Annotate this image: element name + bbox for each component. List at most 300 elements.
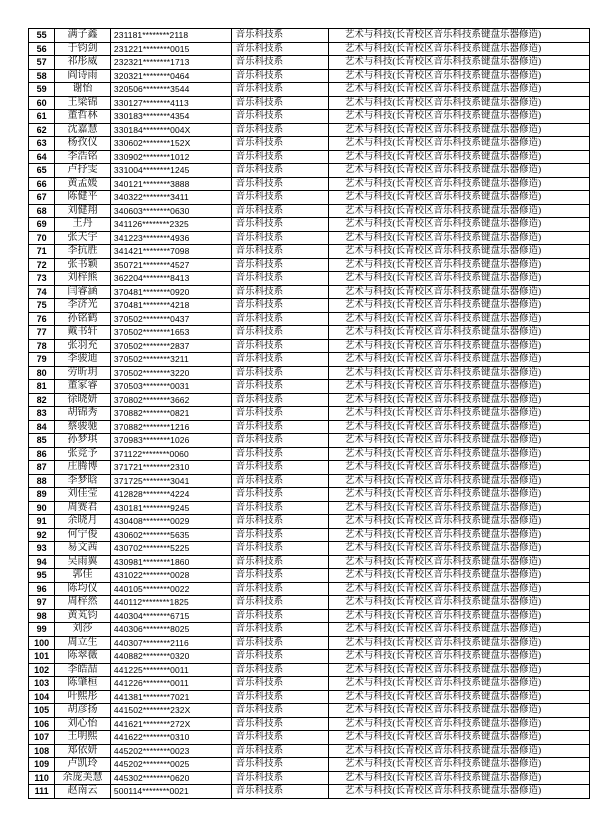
department-cell: 音乐科技系: [231, 29, 328, 43]
id-number-cell: 441225********0011: [110, 663, 231, 677]
row-number-cell: 96: [29, 582, 55, 596]
department-cell: 音乐科技系: [231, 582, 328, 596]
major-cell: 艺术与科技(长青校区音乐科技系键盘乐器修造): [328, 731, 589, 745]
row-number-cell: 102: [29, 663, 55, 677]
id-number-cell: 370882********0821: [110, 407, 231, 421]
row-number-cell: 106: [29, 717, 55, 731]
row-number-cell: 94: [29, 555, 55, 569]
student-name-cell: 黄孟媛: [55, 177, 111, 191]
department-cell: 音乐科技系: [231, 380, 328, 394]
student-name-cell: 陈均仪: [55, 582, 111, 596]
id-number-cell: 441226********0011: [110, 677, 231, 691]
student-name-cell: 余庞美慧: [55, 771, 111, 785]
major-cell: 艺术与科技(长青校区音乐科技系键盘乐器修造): [328, 231, 589, 245]
id-number-cell: 330602********152X: [110, 137, 231, 151]
student-name-cell: 张天宇: [55, 231, 111, 245]
row-number-cell: 66: [29, 177, 55, 191]
major-cell: 艺术与科技(长青校区音乐科技系键盘乐器修造): [328, 110, 589, 124]
table-row: [29, 96, 590, 110]
id-number-cell: 441622********0310: [110, 731, 231, 745]
major-cell: 艺术与科技(长青校区音乐科技系键盘乐器修造): [328, 555, 589, 569]
major-cell: 艺术与科技(长青校区音乐科技系键盘乐器修造): [328, 623, 589, 637]
row-number-cell: 80: [29, 366, 55, 380]
row-number-cell: 111: [29, 785, 55, 799]
table-row: [29, 285, 590, 299]
department-cell: 音乐科技系: [231, 555, 328, 569]
row-number-cell: 107: [29, 731, 55, 745]
id-number-cell: 441502********232X: [110, 704, 231, 718]
major-cell: 艺术与科技(长青校区音乐科技系键盘乐器修造): [328, 515, 589, 529]
department-cell: 音乐科技系: [231, 191, 328, 205]
row-number-cell: 84: [29, 420, 55, 434]
id-number-cell: 441381********7021: [110, 690, 231, 704]
row-number-cell: 63: [29, 137, 55, 151]
row-number-cell: 101: [29, 650, 55, 664]
id-number-cell: 362204********8413: [110, 272, 231, 286]
department-cell: 音乐科技系: [231, 785, 328, 799]
major-cell: 艺术与科技(长青校区音乐科技系键盘乐器修造): [328, 393, 589, 407]
id-number-cell: 430702********5225: [110, 542, 231, 556]
major-cell: 艺术与科技(长青校区音乐科技系键盘乐器修造): [328, 83, 589, 97]
row-number-cell: 56: [29, 42, 55, 56]
department-cell: 音乐科技系: [231, 569, 328, 583]
department-cell: 音乐科技系: [231, 326, 328, 340]
table-row: [29, 636, 590, 650]
department-cell: 音乐科技系: [231, 164, 328, 178]
department-cell: 音乐科技系: [231, 717, 328, 731]
id-number-cell: 370802********3662: [110, 393, 231, 407]
id-number-cell: 370502********3220: [110, 366, 231, 380]
table-row: [29, 83, 590, 97]
table-row: [29, 515, 590, 529]
table-row: [29, 218, 590, 232]
row-number-cell: 92: [29, 528, 55, 542]
student-list-body: [29, 29, 590, 799]
id-number-cell: 440105********0022: [110, 582, 231, 596]
row-number-cell: 71: [29, 245, 55, 259]
table-row: [29, 785, 590, 799]
student-name-cell: 刘佳莹: [55, 488, 111, 502]
table-row: [29, 542, 590, 556]
row-number-cell: 104: [29, 690, 55, 704]
major-cell: 艺术与科技(长青校区音乐科技系键盘乐器修造): [328, 69, 589, 83]
table-row: [29, 353, 590, 367]
student-name-cell: 李浩铭: [55, 150, 111, 164]
id-number-cell: 500114********0021: [110, 785, 231, 799]
table-row: [29, 69, 590, 83]
student-name-cell: 李骏迪: [55, 353, 111, 367]
table-row: [29, 204, 590, 218]
row-number-cell: 98: [29, 609, 55, 623]
table-row: [29, 474, 590, 488]
row-number-cell: 78: [29, 339, 55, 353]
table-row: [29, 177, 590, 191]
table-row: [29, 407, 590, 421]
department-cell: 音乐科技系: [231, 447, 328, 461]
department-cell: 音乐科技系: [231, 285, 328, 299]
major-cell: 艺术与科技(长青校区音乐科技系键盘乐器修造): [328, 420, 589, 434]
id-number-cell: 320321********0464: [110, 69, 231, 83]
table-row: [29, 461, 590, 475]
row-number-cell: 90: [29, 501, 55, 515]
student-name-cell: 易文茜: [55, 542, 111, 556]
table-row: [29, 164, 590, 178]
department-cell: 音乐科技系: [231, 42, 328, 56]
row-number-cell: 82: [29, 393, 55, 407]
major-cell: 艺术与科技(长青校区音乐科技系键盘乐器修造): [328, 326, 589, 340]
row-number-cell: 67: [29, 191, 55, 205]
major-cell: 艺术与科技(长青校区音乐科技系键盘乐器修造): [328, 312, 589, 326]
department-cell: 音乐科技系: [231, 245, 328, 259]
id-number-cell: 370502********0437: [110, 312, 231, 326]
department-cell: 音乐科技系: [231, 204, 328, 218]
row-number-cell: 74: [29, 285, 55, 299]
student-name-cell: 黄芄钧: [55, 609, 111, 623]
id-number-cell: 340603********0630: [110, 204, 231, 218]
row-number-cell: 93: [29, 542, 55, 556]
department-cell: 音乐科技系: [231, 663, 328, 677]
major-cell: 艺术与科技(长青校区音乐科技系键盘乐器修造): [328, 690, 589, 704]
id-number-cell: 430181********9245: [110, 501, 231, 515]
student-name-cell: 王丹: [55, 218, 111, 232]
student-name-cell: 陈翠薇: [55, 650, 111, 664]
id-number-cell: 370502********1653: [110, 326, 231, 340]
student-name-cell: 李济光: [55, 299, 111, 313]
id-number-cell: 440307********2116: [110, 636, 231, 650]
student-name-cell: 胡彦扬: [55, 704, 111, 718]
department-cell: 音乐科技系: [231, 542, 328, 556]
table-row: [29, 582, 590, 596]
major-cell: 艺术与科技(长青校区音乐科技系键盘乐器修造): [328, 204, 589, 218]
department-cell: 音乐科技系: [231, 461, 328, 475]
row-number-cell: 73: [29, 272, 55, 286]
id-number-cell: 330184********004X: [110, 123, 231, 137]
student-name-cell: 沈嘉慧: [55, 123, 111, 137]
id-number-cell: 445302********0620: [110, 771, 231, 785]
student-name-cell: 张羽充: [55, 339, 111, 353]
department-cell: 音乐科技系: [231, 515, 328, 529]
department-cell: 音乐科技系: [231, 218, 328, 232]
department-cell: 音乐科技系: [231, 758, 328, 772]
student-name-cell: 陈肇桓: [55, 677, 111, 691]
id-number-cell: 370502********3211: [110, 353, 231, 367]
row-number-cell: 55: [29, 29, 55, 43]
department-cell: 音乐科技系: [231, 150, 328, 164]
major-cell: 艺术与科技(长青校区音乐科技系键盘乐器修造): [328, 380, 589, 394]
table-row: [29, 488, 590, 502]
id-number-cell: 340322********3411: [110, 191, 231, 205]
major-cell: 艺术与科技(长青校区音乐科技系键盘乐器修造): [328, 447, 589, 461]
table-row: [29, 434, 590, 448]
major-cell: 艺术与科技(长青校区音乐科技系键盘乐器修造): [328, 488, 589, 502]
student-name-cell: 劳昕玥: [55, 366, 111, 380]
table-row: [29, 366, 590, 380]
row-number-cell: 57: [29, 56, 55, 70]
major-cell: 艺术与科技(长青校区音乐科技系键盘乐器修造): [328, 299, 589, 313]
table-row: [29, 272, 590, 286]
row-number-cell: 70: [29, 231, 55, 245]
major-cell: 艺术与科技(长青校区音乐科技系键盘乐器修造): [328, 609, 589, 623]
table-row: [29, 150, 590, 164]
department-cell: 音乐科技系: [231, 501, 328, 515]
department-cell: 音乐科技系: [231, 83, 328, 97]
id-number-cell: 370481********4218: [110, 299, 231, 313]
student-name-cell: 于钧剑: [55, 42, 111, 56]
row-number-cell: 72: [29, 258, 55, 272]
student-name-cell: 刘心怡: [55, 717, 111, 731]
major-cell: 艺术与科技(长青校区音乐科技系键盘乐器修造): [328, 717, 589, 731]
department-cell: 音乐科技系: [231, 339, 328, 353]
row-number-cell: 110: [29, 771, 55, 785]
department-cell: 音乐科技系: [231, 704, 328, 718]
student-name-cell: 刘梓熊: [55, 272, 111, 286]
id-number-cell: 232321********1713: [110, 56, 231, 70]
id-number-cell: 371725********3041: [110, 474, 231, 488]
major-cell: 艺术与科技(长青校区音乐科技系键盘乐器修造): [328, 528, 589, 542]
id-number-cell: 231221********0015: [110, 42, 231, 56]
id-number-cell: 370503********0031: [110, 380, 231, 394]
student-name-cell: 郑依妍: [55, 744, 111, 758]
table-row: [29, 569, 590, 583]
id-number-cell: 341421********7098: [110, 245, 231, 259]
table-row: [29, 42, 590, 56]
major-cell: 艺术与科技(长青校区音乐科技系键盘乐器修造): [328, 474, 589, 488]
id-number-cell: 370882********1216: [110, 420, 231, 434]
major-cell: 艺术与科技(长青校区音乐科技系键盘乐器修造): [328, 771, 589, 785]
student-name-cell: 余晓月: [55, 515, 111, 529]
student-name-cell: 王梁锦: [55, 96, 111, 110]
row-number-cell: 58: [29, 69, 55, 83]
department-cell: 音乐科技系: [231, 353, 328, 367]
id-number-cell: 440304********6715: [110, 609, 231, 623]
table-row: [29, 744, 590, 758]
id-number-cell: 440112********1825: [110, 596, 231, 610]
row-number-cell: 105: [29, 704, 55, 718]
department-cell: 音乐科技系: [231, 231, 328, 245]
major-cell: 艺术与科技(长青校区音乐科技系键盘乐器修造): [328, 461, 589, 475]
student-name-cell: 李抗胜: [55, 245, 111, 259]
row-number-cell: 81: [29, 380, 55, 394]
table-row: [29, 623, 590, 637]
table-row: [29, 231, 590, 245]
id-number-cell: 430602********5635: [110, 528, 231, 542]
major-cell: 艺术与科技(长青校区音乐科技系键盘乐器修造): [328, 123, 589, 137]
table-row: [29, 704, 590, 718]
student-name-cell: 董哲林: [55, 110, 111, 124]
row-number-cell: 97: [29, 596, 55, 610]
id-number-cell: 370481********0920: [110, 285, 231, 299]
row-number-cell: 108: [29, 744, 55, 758]
id-number-cell: 350721********4527: [110, 258, 231, 272]
department-cell: 音乐科技系: [231, 407, 328, 421]
major-cell: 艺术与科技(长青校区音乐科技系键盘乐器修造): [328, 96, 589, 110]
id-number-cell: 440306********8025: [110, 623, 231, 637]
department-cell: 音乐科技系: [231, 623, 328, 637]
student-name-cell: 叶熙彤: [55, 690, 111, 704]
table-row: [29, 326, 590, 340]
department-cell: 音乐科技系: [231, 731, 328, 745]
department-cell: 音乐科技系: [231, 299, 328, 313]
id-number-cell: 430981********1860: [110, 555, 231, 569]
department-cell: 音乐科技系: [231, 56, 328, 70]
major-cell: 艺术与科技(长青校区音乐科技系键盘乐器修造): [328, 353, 589, 367]
student-name-cell: 庄腾博: [55, 461, 111, 475]
major-cell: 艺术与科技(长青校区音乐科技系键盘乐器修造): [328, 677, 589, 691]
table-row: [29, 137, 590, 151]
major-cell: 艺术与科技(长青校区音乐科技系键盘乐器修造): [328, 758, 589, 772]
table-row: [29, 339, 590, 353]
major-cell: 艺术与科技(长青校区音乐科技系键盘乐器修造): [328, 42, 589, 56]
id-number-cell: 231181********2118: [110, 29, 231, 43]
department-cell: 音乐科技系: [231, 744, 328, 758]
table-row: [29, 312, 590, 326]
major-cell: 艺术与科技(长青校区音乐科技系键盘乐器修造): [328, 339, 589, 353]
table-row: [29, 380, 590, 394]
id-number-cell: 440882********0320: [110, 650, 231, 664]
student-name-cell: 周赛君: [55, 501, 111, 515]
student-name-cell: 董家睿: [55, 380, 111, 394]
department-cell: 音乐科技系: [231, 272, 328, 286]
department-cell: 音乐科技系: [231, 96, 328, 110]
department-cell: 音乐科技系: [231, 636, 328, 650]
id-number-cell: 445202********0025: [110, 758, 231, 772]
department-cell: 音乐科技系: [231, 420, 328, 434]
student-name-cell: 张书颖: [55, 258, 111, 272]
student-name-cell: 郭佳: [55, 569, 111, 583]
id-number-cell: 330127********4113: [110, 96, 231, 110]
major-cell: 艺术与科技(长青校区音乐科技系键盘乐器修造): [328, 744, 589, 758]
table-row: [29, 528, 590, 542]
id-number-cell: 371122********0060: [110, 447, 231, 461]
table-row: [29, 501, 590, 515]
table-row: [29, 420, 590, 434]
major-cell: 艺术与科技(长青校区音乐科技系键盘乐器修造): [328, 582, 589, 596]
major-cell: 艺术与科技(长青校区音乐科技系键盘乐器修造): [328, 150, 589, 164]
department-cell: 音乐科技系: [231, 677, 328, 691]
table-row: [29, 447, 590, 461]
row-number-cell: 83: [29, 407, 55, 421]
row-number-cell: 88: [29, 474, 55, 488]
student-name-cell: 刘莎: [55, 623, 111, 637]
department-cell: 音乐科技系: [231, 609, 328, 623]
row-number-cell: 79: [29, 353, 55, 367]
department-cell: 音乐科技系: [231, 177, 328, 191]
major-cell: 艺术与科技(长青校区音乐科技系键盘乐器修造): [328, 272, 589, 286]
id-number-cell: 330183********4354: [110, 110, 231, 124]
student-name-cell: 孙梦琪: [55, 434, 111, 448]
table-row: [29, 299, 590, 313]
row-number-cell: 100: [29, 636, 55, 650]
row-number-cell: 68: [29, 204, 55, 218]
student-name-cell: 祁彤威: [55, 56, 111, 70]
row-number-cell: 75: [29, 299, 55, 313]
id-number-cell: 371721********2310: [110, 461, 231, 475]
major-cell: 艺术与科技(长青校区音乐科技系键盘乐器修造): [328, 245, 589, 259]
table-row: [29, 731, 590, 745]
student-name-cell: 戴书轩: [55, 326, 111, 340]
student-name-cell: 王明熙: [55, 731, 111, 745]
id-number-cell: 370983********1026: [110, 434, 231, 448]
row-number-cell: 91: [29, 515, 55, 529]
department-cell: 音乐科技系: [231, 366, 328, 380]
table-row: [29, 56, 590, 70]
student-name-cell: 周梓然: [55, 596, 111, 610]
table-row: [29, 758, 590, 772]
table-row: [29, 555, 590, 569]
department-cell: 音乐科技系: [231, 474, 328, 488]
student-name-cell: 徐晓妍: [55, 393, 111, 407]
student-name-cell: 孙铭鹤: [55, 312, 111, 326]
major-cell: 艺术与科技(长青校区音乐科技系键盘乐器修造): [328, 191, 589, 205]
major-cell: 艺术与科技(长青校区音乐科技系键盘乐器修造): [328, 177, 589, 191]
row-number-cell: 86: [29, 447, 55, 461]
department-cell: 音乐科技系: [231, 110, 328, 124]
table-row: [29, 663, 590, 677]
row-number-cell: 60: [29, 96, 55, 110]
table-row: [29, 609, 590, 623]
student-name-cell: 吴雨翼: [55, 555, 111, 569]
row-number-cell: 103: [29, 677, 55, 691]
table-row: [29, 245, 590, 259]
id-number-cell: 412828********4224: [110, 488, 231, 502]
table-row: [29, 771, 590, 785]
student-name-cell: 杨孜仪: [55, 137, 111, 151]
department-cell: 音乐科技系: [231, 258, 328, 272]
student-name-cell: 张竞予: [55, 447, 111, 461]
id-number-cell: 370502********2837: [110, 339, 231, 353]
major-cell: 艺术与科技(长青校区音乐科技系键盘乐器修造): [328, 56, 589, 70]
id-number-cell: 341223********4936: [110, 231, 231, 245]
student-name-cell: 周立生: [55, 636, 111, 650]
row-number-cell: 99: [29, 623, 55, 637]
row-number-cell: 77: [29, 326, 55, 340]
department-cell: 音乐科技系: [231, 650, 328, 664]
student-name-cell: 赵南云: [55, 785, 111, 799]
student-name-cell: 胡锦秀: [55, 407, 111, 421]
id-number-cell: 330902********1012: [110, 150, 231, 164]
department-cell: 音乐科技系: [231, 312, 328, 326]
major-cell: 艺术与科技(长青校区音乐科技系键盘乐器修造): [328, 636, 589, 650]
id-number-cell: 445202********0023: [110, 744, 231, 758]
table-row: [29, 677, 590, 691]
table-row: [29, 110, 590, 124]
department-cell: 音乐科技系: [231, 528, 328, 542]
student-name-cell: 陈健平: [55, 191, 111, 205]
major-cell: 艺术与科技(长青校区音乐科技系键盘乐器修造): [328, 164, 589, 178]
major-cell: 艺术与科技(长青校区音乐科技系键盘乐器修造): [328, 569, 589, 583]
major-cell: 艺术与科技(长青校区音乐科技系键盘乐器修造): [328, 258, 589, 272]
id-number-cell: 341126********2325: [110, 218, 231, 232]
row-number-cell: 76: [29, 312, 55, 326]
department-cell: 音乐科技系: [231, 123, 328, 137]
major-cell: 艺术与科技(长青校区音乐科技系键盘乐器修造): [328, 596, 589, 610]
major-cell: 艺术与科技(长青校区音乐科技系键盘乐器修造): [328, 407, 589, 421]
major-cell: 艺术与科技(长青校区音乐科技系键盘乐器修造): [328, 366, 589, 380]
row-number-cell: 65: [29, 164, 55, 178]
major-cell: 艺术与科技(长青校区音乐科技系键盘乐器修造): [328, 29, 589, 43]
major-cell: 艺术与科技(长青校区音乐科技系键盘乐器修造): [328, 501, 589, 515]
student-name-cell: 卢凯玲: [55, 758, 111, 772]
id-number-cell: 320506********3544: [110, 83, 231, 97]
department-cell: 音乐科技系: [231, 771, 328, 785]
department-cell: 音乐科技系: [231, 488, 328, 502]
major-cell: 艺术与科技(长青校区音乐科技系键盘乐器修造): [328, 285, 589, 299]
row-number-cell: 61: [29, 110, 55, 124]
row-number-cell: 69: [29, 218, 55, 232]
major-cell: 艺术与科技(长青校区音乐科技系键盘乐器修造): [328, 137, 589, 151]
major-cell: 艺术与科技(长青校区音乐科技系键盘乐器修造): [328, 663, 589, 677]
row-number-cell: 64: [29, 150, 55, 164]
